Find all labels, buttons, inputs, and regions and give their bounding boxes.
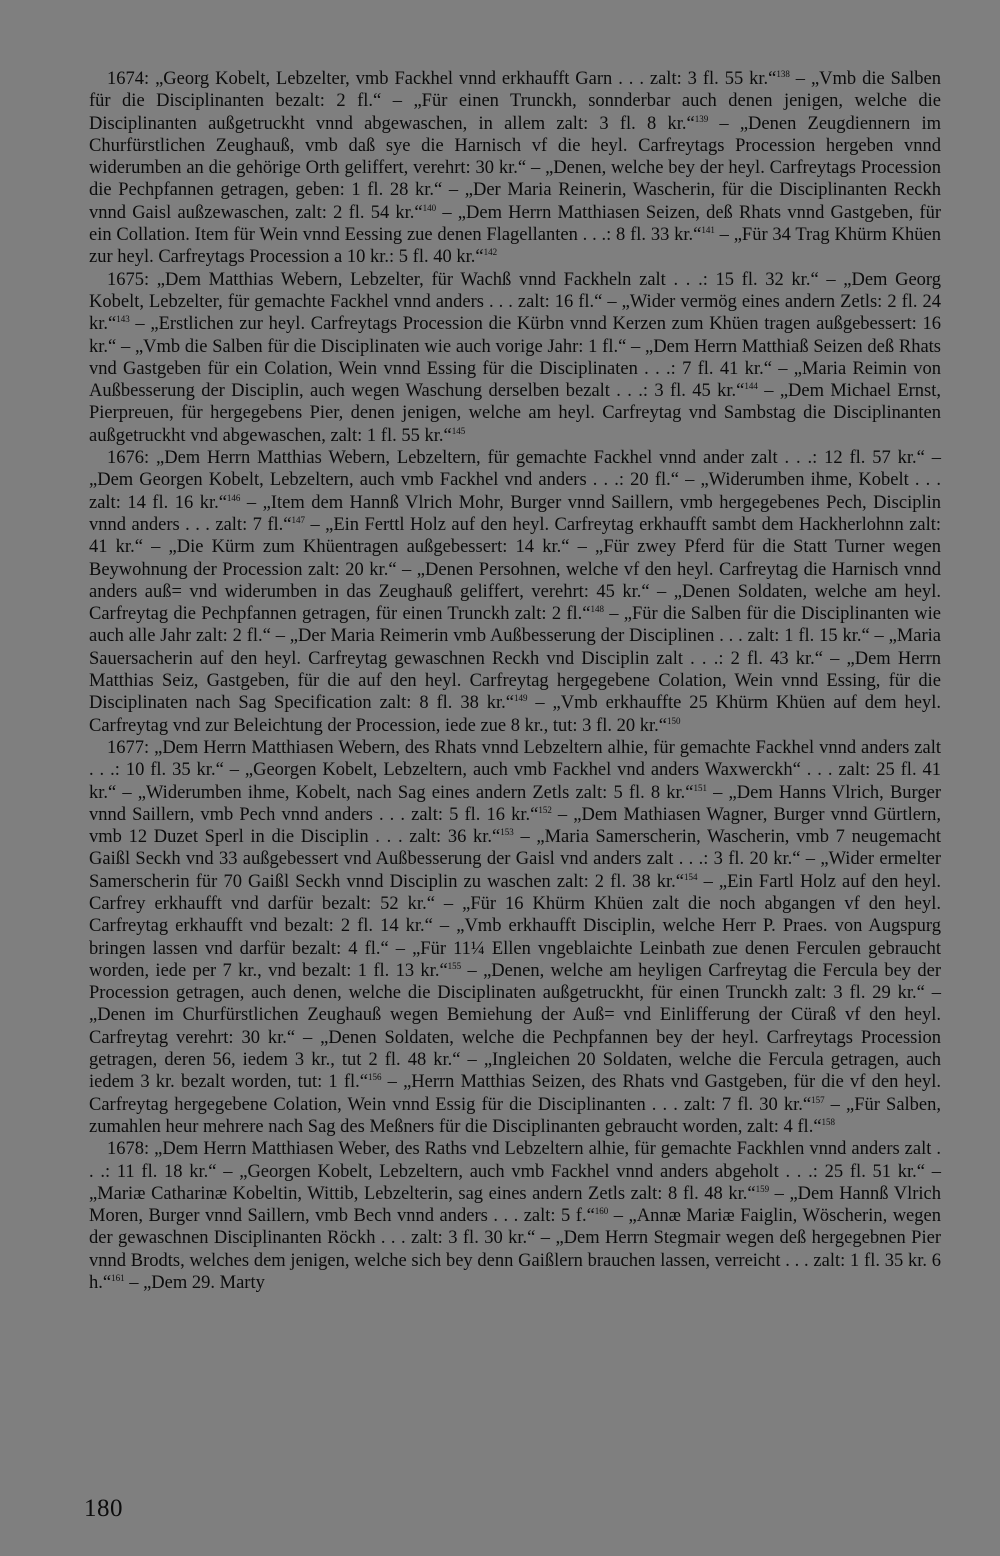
footnote-marker: 143 [116, 314, 130, 325]
footnote-marker: 139 [694, 113, 709, 124]
entry-text: – „Denen, welche am heyligen Carfreytag die Fercula bey der Procession getragen, auch denen, welche die Disciplinaten außgetruckht, für einen Trunckh zalt: 3 fl. 29 kr.“ – „Denen im Churfürstlichen Zeughauß wegen Bemiehung der Auß= vnd Einlifferung der Cüraß vf den heyl. Carfreytag verehrt: 30 kr.“ – „Denen Soldaten, welche die Pechpfannen bey der heyl. Carfreytags Procession getragen, deren 56, iedem 3 kr., tut 2 fl. 48 kr.“ – „Ingleichen 20 Soldaten, welche die Fercula getragen, auch iedem 3 kr. bezalt worden, tut: 1 fl.“ [89, 960, 942, 1093]
entry-text: – „Vmb erkhauffte 25 Khürm Khüen auf dem heyl. Carfreytag vnd zur Beleichtung der Procession, iede zue 8 kr., tut: 3 fl. 20 kr.“ [89, 693, 941, 736]
entry-text: 1676: „Dem Herrn Matthias Webern, Lebzeltern, für gemachte Fackhel vnnd ander zalt . . .: 12 fl. 57 kr.“ – „Dem Georgen Kobelt, Lebzeltern, auch vmb Fackhel vnd anders . . .: 20 fl.“ – „Widerumben ihme, Kobelt . . . zalt: 14 fl. 16 kr.“ [89, 448, 941, 513]
footnote-marker: 147 [291, 514, 305, 525]
entry-text: – „Dem Hannß Vlrich Moren, Burger vnnd Saillern, vmb Bech vnnd anders . . . zalt: 5 f.“ [89, 1183, 941, 1227]
footnote-marker: 154 [683, 871, 698, 882]
entry-text: – „Erstlichen zur heyl. Carfreytags Procession die Kürbn vnnd Kerzen zum Khüen tragen außgebessert: 16 kr.“ – „Vmb die Salben für die Disciplinaten wie auch vorige Jahr: 1 fl.“ – „Dem Herrn Matthiaß Seizen deß Rhats vnd Gastgeben für ein Colation, Wein vnnd Essing für die Disciplinaten . . .: 7 fl. 41 kr.“ – „Maria Reimin von Außbesserung der Disciplin, auch wegen Waschung derselben bezalt . . .: 3 fl. 45 kr.“ [89, 314, 941, 402]
footnote-marker: 140 [422, 202, 437, 213]
entry-text: – „Dem Hanns Vlrich, Burger vnnd Saillern, vmb Pech vnnd anders . . . zalt: 5 fl. 16 kr.“ [89, 782, 941, 825]
body-text [89, 68, 941, 1294]
entry-text: – „Für Salben, zumahlen heur mehrere nach Sag des Meßners für die Disciplinanten gebraucht worden, zalt: 4 fl.“ [89, 1094, 942, 1137]
footnote-marker: 151 [693, 782, 708, 793]
footnote-marker: 155 [447, 960, 462, 971]
footnote-marker: 142 [483, 247, 498, 258]
entry-text: – „Dem Michael Ernst, Pierpreuen, für hergegebens Pier, denen jenigen, welche am heyl. Carfreytag vnd Sambstag die Disciplinanten außgetruckht vnd abgewaschen, zalt: 1 fl. 55 kr.“ [89, 381, 941, 446]
entry-text: – „Maria Samerscherin, Wascherin, vmb 7 neugemacht Gaißl Seckh vnd 33 außgebessert vnd Außbesserung der Gaisl vnd anders zalt . . .: 3 fl. 20 kr.“ – „Wider ermelter Samerscherin für 70 Gaißl Seckh vnnd Disciplin zu waschen zalt: 2 fl. 38 kr.“ [89, 827, 941, 892]
entry-text: – „Item dem Hannß Vlrich Mohr, Burger vnnd Saillern, vmb hergegebenes Pech, Disciplin vnnd anders . . . zalt: 7 fl.“ [89, 492, 941, 535]
entry-paragraph-1676 [89, 447, 941, 737]
footnote-marker: 158 [821, 1116, 836, 1127]
entry-text: – „Ein Fartl Holz auf den heyl. Carfrey erkhaufft vnd darfür bezalt: 52 kr.“ – „Für 16 Khürm Khüen zalt die noch abgangen vf den heyl. Carfreytag erkhaufft vnd bezalt: 2 fl. 14 kr.“ – „Vmb erkhaufft Disciplin, welche Herr P. Praes. von Augspurg bringen lassen vnd darfür bezalt: 4 fl.“ – „Für 11¼ Ellen vngeblaichte Leinbath zue denen Ferculen gebraucht worden, iede per 7 kr., vnd bezalt: 1 fl. 13 kr.“ [89, 871, 941, 981]
entry-text: 1675: „Dem Matthias Webern, Lebzelter, für Wachß vnnd Fackheln zalt . . .: 15 fl. 32 kr.“ – „Dem Georg Kobelt, Lebzelter, für gemachte Fackhel vnnd anders . . . zalt: 16 fl.“ – „Wider vermög eines andern Zetls: 2 fl. 24 kr.“ [89, 269, 941, 335]
entry-text: – „Annæ Mariæ Faiglin, Wöscherin, wegen der gewaschnen Disciplinanten Röckh . . . zalt: 3 fl. 30 kr.“ – „Dem Herrn Stegmair wegen deß hergegebnen Pier vnnd Brodts, welches dem jenigen, welche sich bey denn Gaißlern brauchen lassen, verreicht . . . zalt: 1 fl. 35 kr. 6 h.“ [89, 1206, 941, 1294]
footnote-marker: 141 [701, 225, 715, 236]
footnote-marker: 160 [594, 1206, 609, 1217]
entry-text: – „Dem 29. Marty [124, 1273, 265, 1294]
entry-text: – „Dem Mathiasen Wagner, Burger vnnd Gürtlern, vmb 12 Duzet Sperl in die Disciplin . . . zalt: 36 kr.“ [89, 804, 941, 848]
entry-text: 1674: „Georg Kobelt, Lebzelter, vmb Fackhel vnnd erkhaufft Garn . . . zalt: 3 fl. 55 kr.“ [107, 69, 777, 89]
footnote-marker: 149 [513, 693, 528, 704]
entry-text: 1677: „Dem Herrn Matthiasen Webern, des Rhats vnnd Lebzeltern alhie, für gemachte Fackhel vnnd anders zalt . . .: 10 fl. 35 kr.“ – „Georgen Kobelt, Lebzeltern, auch vmb Fackhel vnd anders Waxwerckh“ . . . zalt: 25 fl. 41 kr.“ – „Widerumben ihme, Kobelt, nach Sag eines andern Zetls zalt: 5 fl. 8 kr.“ [89, 737, 941, 803]
entry-paragraph-1677 [89, 737, 941, 1138]
entry-paragraph-1675 [89, 269, 941, 447]
footnote-marker: 146 [226, 492, 241, 503]
footnote-marker: 157 [811, 1094, 825, 1105]
entry-text: – „Für 34 Trag Khürm Khüen zur heyl. Carfreytags Procession a 10 kr.: 5 fl. 40 kr.“ [89, 225, 941, 268]
entry-paragraph-1674 [89, 68, 941, 269]
footnote-marker: 138 [776, 69, 790, 79]
footnote-marker: 159 [755, 1183, 770, 1194]
entry-text: – „Ein Ferttl Holz auf den heyl. Carfreytag erkhaufft sambt dem Hackherlohnn zalt: 41 kr.“ – „Die Kürm zum Khüentragen außgebessert: 14 kr.“ – „Für zwey Pferd für die Statt Turner wegen Beywohnung der Procession zalt: 20 kr.“ – „Denen Persohnen, welche vf den heyl. Carfreytag die Harnisch vnnd anders auß= vnd widerumben in das Zeughauß geliffert, verehrt: 45 kr.“ – „Denen Soldaten, welche am heyl. Carfreytag die Pechpfannen getragen, für einen Trunckh zalt: 2 fl.“ [89, 514, 941, 625]
footnote-marker: 156 [367, 1072, 382, 1083]
entry-paragraph-1678 [89, 1138, 941, 1294]
footnote-marker: 152 [538, 804, 552, 815]
entry-text: – „Denen Zeugdiennern im Churfürstlichen Zeughauß, vmb daß sye die Harnisch vf die heyl. Carfreytags Procession hergeben vnnd widerumben an die gehörige Orth geliffert, verehrt: 30 kr.“ – „Denen, welche bey der heyl. Carfreytags Procession die Pechpfannen getragen, geben: 1 fl. 28 kr.“ – „Der Maria Reinerin, Wascherin, für die Disciplinanten Reckh vnnd Gaisl außzewaschen, zalt: 2 fl. 54 kr.“ [89, 113, 941, 223]
footnote-marker: 144 [744, 381, 758, 392]
footnote-marker: 148 [590, 604, 604, 615]
footnote-marker: 150 [666, 715, 681, 726]
page-number: 180 [84, 1495, 123, 1522]
footnote-marker: 153 [500, 827, 514, 838]
entry-text: – „Vmb die Salben für die Disciplinanten bezalt: 2 fl.“ – „Für einen Trunckh, sonnderbar auch denen jenigen, welche die Disciplinanten außgetruckht vnnd abgewaschen, in allem zalt: 3 fl. 8 kr.“ [89, 69, 941, 134]
footnote-marker: 161 [111, 1273, 125, 1284]
entry-text: 1678: „Dem Herrn Matthiasen Weber, des Raths vnd Lebzeltern alhie, für gemachte Fackhlen vnnd anders zalt . . .: 11 fl. 18 kr.“ – „Georgen Kobelt, Lebzeltern, auch vmb Fackhel vnnd anders abgeholt . . .: 25 fl. 51 kr.“ – „Mariæ Catharinæ Kobeltin, Wittib, Lebzelterin, sag eines andern Zetls zalt: 8 fl. 48 kr.“ [89, 1139, 941, 1204]
entry-text: – „Herrn Matthias Seizen, des Rhats vnd Gastgeben, für die vf den heyl. Carfreytag hergegebene Colation, Wein vnnd Essig für die Disciplinanten . . . zalt: 7 fl. 30 kr.“ [89, 1072, 941, 1115]
entry-text: – „Für die Salben für die Disciplinanten wie auch alle Jahr zalt: 2 fl.“ – „Der Maria Reimerin vmb Außbesserung der Disciplinen . . . zalt: 1 fl. 15 kr.“ – „Maria Sauersacherin auf den heyl. Carfreytag gewaschnen Reckh vnd Disciplin zalt . . .: 2 fl. 43 kr.“ – „Dem Herrn Matthias Seiz, Gastgeben, für die auf den heyl. Carfreytag hergegebene Colation, Wein vnnd Essing, für die Disciplinaten nach Sag Specification zalt: 8 fl. 38 kr.“ [89, 604, 941, 714]
footnote-marker: 145 [451, 425, 466, 436]
entry-text: – „Dem Herrn Matthiasen Seizen, deß Rhats vnnd Gastgeben, für ein Collation. Item für Wein vnnd Eessing zue denen Flagellanten . . .: 8 fl. 33 kr.“ [89, 202, 941, 246]
